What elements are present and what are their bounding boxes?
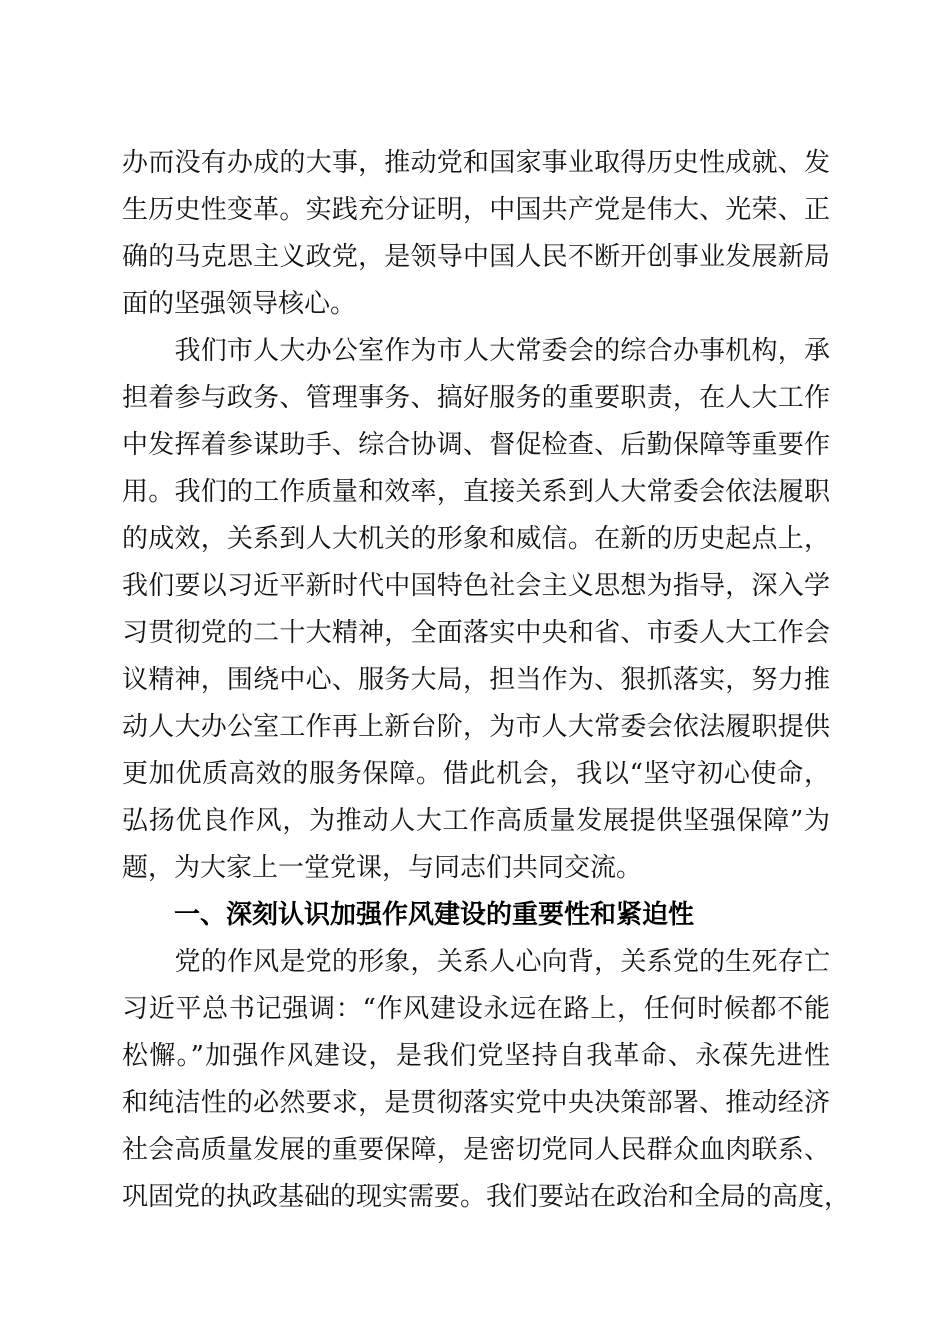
text-line: 党的作风是党的形象，关系人心向背，关系党的生死存亡 <box>122 947 830 977</box>
text-line: 担着参与政务、管理事务、搞好服务的重要职责，在人大工作 <box>122 383 830 413</box>
text-line: 更加优质高效的服务保障。借此机会，我以“坚守初心使命， <box>122 759 830 789</box>
text-line: 动人大办公室工作再上新台阶，为市人大常委会依法履职提供 <box>122 712 830 742</box>
text-line: 生历史性变革。实践充分证明，中国共产党是伟大、光荣、正 <box>122 195 830 225</box>
document-body <box>122 140 851 1221</box>
text-line: 用。我们的工作质量和效率，直接关系到人大常委会依法履职 <box>122 477 830 507</box>
text-line: 松懈。”加强作风建设，是我们党坚持自我革命、永葆先进性 <box>122 1041 830 1071</box>
text-line: 和纯洁性的必然要求，是贯彻落实党中央决策部署、推动经济 <box>122 1088 830 1118</box>
text-line: 题，为大家上一堂党课，与同志们共同交流。 <box>122 853 643 883</box>
text-line: 我们要以习近平新时代中国特色社会主义思想为指导，深入学 <box>122 571 830 601</box>
text-line: 面的坚强领导核心。 <box>122 289 357 319</box>
text-line: 弘扬优良作风，为推动人大工作高质量发展提供坚强保障”为 <box>122 806 830 836</box>
text-line: 习近平总书记强调：“作风建设永远在路上，任何时候都不能 <box>122 994 830 1024</box>
text-line: 习贯彻党的二十大精神，全面落实中央和省、市委人大工作会 <box>122 618 830 648</box>
text-line: 议精神，围绕中心、服务大局，担当作为、狠抓落实，努力推 <box>122 665 830 695</box>
section-heading: 一、深刻认识加强作风建设的重要性和紧迫性 <box>122 900 695 930</box>
text-line: 社会高质量发展的重要保障，是密切党同人民群众血肉联系、 <box>122 1135 830 1165</box>
text-line: 的成效，关系到人大机关的形象和威信。在新的历史起点上， <box>122 524 830 554</box>
text-line: 巩固党的执政基础的现实需要。我们要站在政治和全局的高度， <box>122 1182 851 1212</box>
text-line: 确的马克思主义政党，是领导中国人民不断开创事业发展新局 <box>122 242 830 272</box>
text-line: 我们市人大办公室作为市人大常委会的综合办事机构，承 <box>122 336 830 366</box>
text-line: 中发挥着参谋助手、综合协调、督促检查、后勤保障等重要作 <box>122 430 830 460</box>
text-line: 办而没有办成的大事，推动党和国家事业取得历史性成就、发 <box>122 148 830 178</box>
